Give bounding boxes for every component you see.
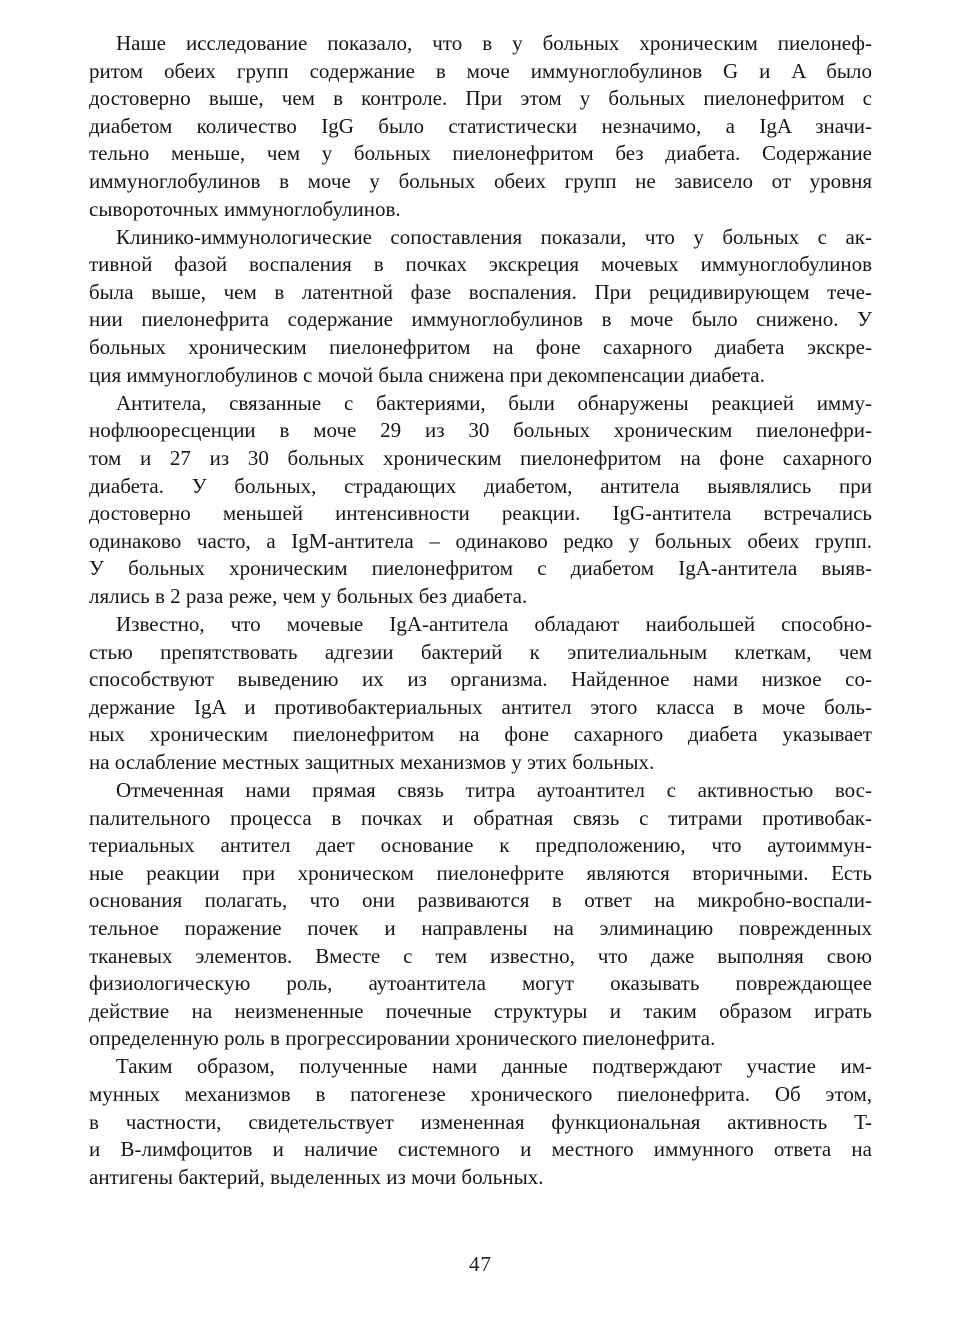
text-line: способствуют выведению их из организма. Найденное нами низкое со- [89,667,872,692]
text-line: держание IgA и противобактериальных антител этого класса в моче боль- [89,694,872,719]
text-line: Антитела, связанные с бактериями, были обнаружены реакцией имму- [116,390,872,415]
text-line: диабета. У больных, страдающих диабетом, антитела выявлялись при [89,473,872,498]
paragraph-5 [89,777,872,1053]
text-line: на ослабление местных защитных механизмов у этих больных. [89,749,655,774]
text-line: больных хроническим пиелонефритом на фоне сахарного диабета экскре- [89,335,872,360]
paragraph-4 [89,611,872,777]
text-line: Клинико-иммунологические сопоставления показали, что у больных с ак- [116,224,872,249]
text-line: стью препятствовать адгезии бактерий к эпителиальным клеткам, чем [89,639,872,664]
text-line: физиологическую роль, аутоантитела могут оказывать повреждающее [89,971,872,996]
text-line: диабетом количество IgG было статистически незначимо, а IgA значи- [89,113,872,138]
text-line: действие на неизмененные почечные структуры и таким образом играть [89,998,872,1023]
text-line: ные реакции при хроническом пиелонефрите являются вторичными. Есть [89,860,872,885]
text-line: была выше, чем в латентной фазе воспаления. При рецидивирующем тече- [89,279,872,304]
text-line: Отмеченная нами прямая связь титра аутоантител с активностью вос- [116,778,872,803]
paragraph-2 [89,224,872,390]
text-line: в частности, свидетельствует измененная функциональная активность T- [89,1109,872,1134]
paragraph-3 [89,390,872,611]
text-line: ритом обеих групп содержание в моче иммуноглобулинов G и A было [89,58,872,83]
text-line: нофлюоресценции в моче 29 из 30 больных хроническим пиелонефри- [89,418,872,443]
paragraph-1 [89,30,872,223]
text-line: нии пиелонефрита содержание иммуноглобулинов в моче было снижено. У [89,307,872,332]
text-line: палительного процесса в почках и обратная связь с титрами противобак- [89,805,872,830]
text-line: мунных механизмов в патогенезе хронического пиелонефрита. Об этом, [89,1082,872,1107]
text-line: Известно, что мочевые IgA-антитела обладают наибольшей способно- [116,611,872,636]
paragraph-6 [89,1053,872,1191]
text-line: тивной фазой воспаления в почках экскреция мочевых иммуноглобулинов [89,252,872,277]
text-line: тканевых элементов. Вместе с тем известно, что даже выполняя свою [89,943,872,968]
text-line: антигены бактерий, выделенных из мочи больных. [89,1164,544,1189]
text-line: иммуноглобулинов в моче у больных обеих групп не зависело от уровня [89,168,872,193]
text-line: У больных хроническим пиелонефритом с диабетом IgA-антитела выяв- [89,556,872,581]
text-line: достоверно меньшей интенсивности реакции. IgG-антитела встречались [89,501,872,526]
text-line: Наше исследование показало, что в у больных хроническим пиелонеф- [116,31,872,55]
text-line: и B-лимфоцитов и наличие системного и местного иммунного ответа на [89,1137,872,1162]
text-line: тельно меньше, чем у больных пиелонефритом без диабета. Содержание [89,141,872,166]
text-line: тельное поражение почек и направлены на элиминацию поврежденных [89,916,872,940]
body-text [89,30,872,1191]
text-line: том и 27 из 30 больных хроническим пиелонефритом на фоне сахарного [89,445,872,470]
text-line: Таким образом, полученные нами данные подтверждают участие им- [116,1054,872,1079]
text-line: ция иммуноглобулинов с мочой была снижена при декомпенсации диабета. [89,362,765,387]
text-line: одинаково часто, а IgM-антитела – одинаково редко у больных обеих групп. [89,528,872,553]
text-line: ных хроническим пиелонефритом на фоне сахарного диабета указывает [89,722,872,747]
page-number: 47 [469,1252,492,1276]
text-line: достоверно выше, чем в контроле. При этом у больных пиелонефритом с [89,86,872,111]
text-line: основания полагать, что они развиваются в ответ на микробно-воспали- [89,888,872,913]
text-line: лялись в 2 раза реже, чем у больных без диабета. [89,583,528,608]
text-line: определенную роль в прогрессировании хронического пиелонефрита. [89,1026,716,1051]
text-line: териальных антител дает основание к предположению, что аутоиммун- [89,833,872,858]
text-line: сывороточных иммуноглобулинов. [89,196,401,221]
